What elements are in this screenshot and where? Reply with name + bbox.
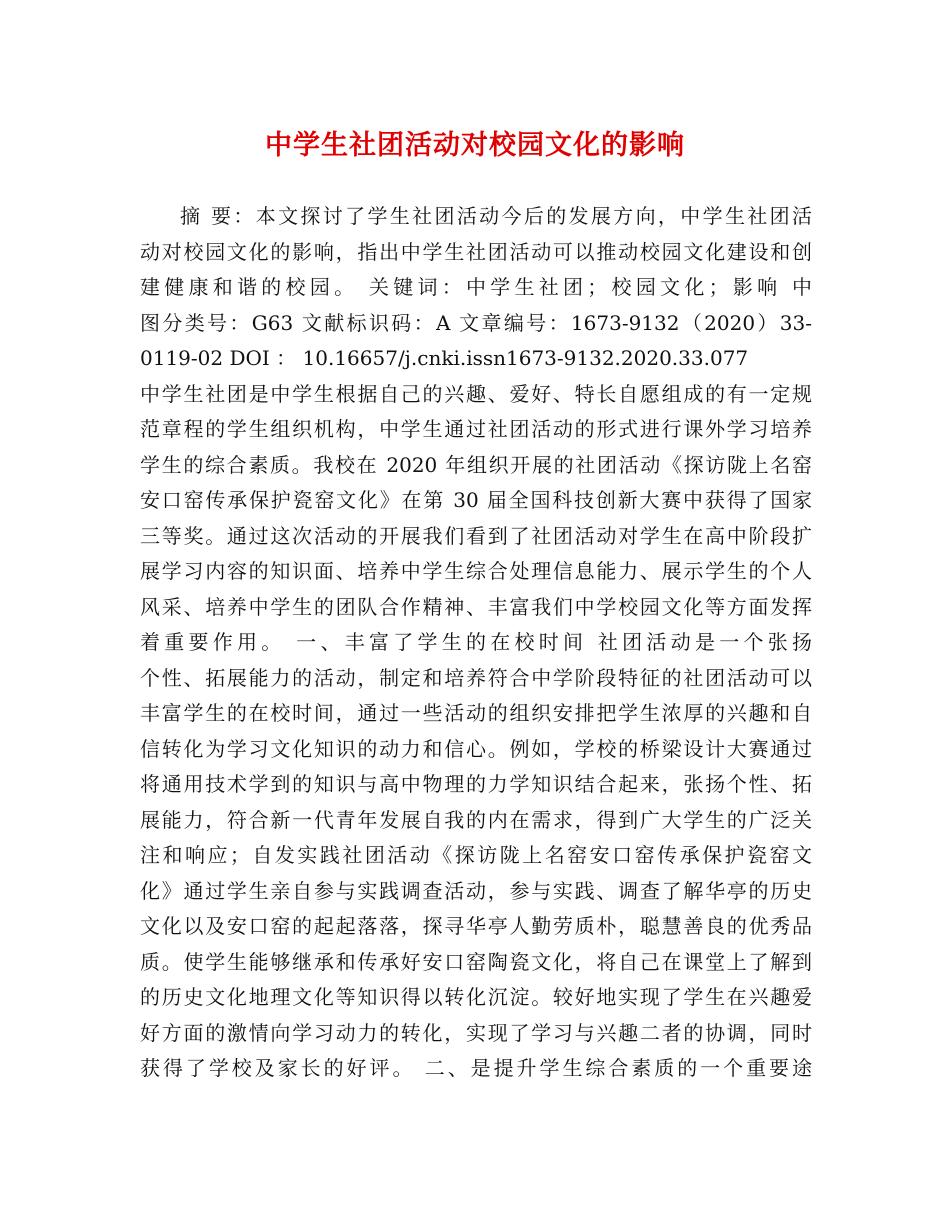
body-line: 三等奖。通过这次活动的开展我们看到了社团活动对学生在高中阶段扩 bbox=[140, 523, 812, 548]
body-line: 风采、培养中学生的团队合作精神、丰富我们中学校园文化等方面发挥 bbox=[140, 594, 812, 619]
body-line: 注和响应；自发实践社团活动《探访陇上名窑安口窑传承保护瓷窑文 bbox=[140, 843, 812, 867]
body-line: 的历史文化地理文化等知识得以转化沉淀。较好地实现了学生在兴趣爱 bbox=[140, 985, 812, 1009]
body-line: 安口窑传承保护瓷窑文化》在第 30 届全国科技创新大赛中获得了国家 bbox=[140, 488, 812, 512]
document-body bbox=[140, 199, 812, 1087]
body-line: 将通用技术学到的知识与高中物理的力学知识结合起来，张扬个性、拓 bbox=[140, 772, 812, 796]
body-line: 范章程的学生组织机构，中学生通过社团活动的形式进行课外学习培养 bbox=[140, 417, 812, 441]
body-line: 图分类号：G63 文献标识码：A 文章编号：1673-9132（2020）33- bbox=[140, 310, 812, 335]
document-title: 中学生社团活动对校园文化的影响 bbox=[265, 130, 685, 161]
body-line: 化》通过学生亲自参与实践调查活动，参与实践、调查了解华亭的历史 bbox=[140, 878, 812, 903]
body-line: 信转化为学习文化知识的动力和信心。例如，学校的桥梁设计大赛通过 bbox=[140, 736, 812, 761]
body-line: 动对校园文化的影响，指出中学生社团活动可以推动校园文化建设和创 bbox=[140, 239, 812, 264]
body-line: 个性、拓展能力的活动，制定和培养符合中学阶段特征的社团活动可以 bbox=[140, 665, 812, 690]
body-line: 建健康和谐的校园。 关键词：中学生社团；校园文化；影响 中 bbox=[140, 275, 812, 299]
body-line: 文化以及安口窑的起起落落，探寻华亭人勤劳质朴，聪慧善良的优秀品 bbox=[140, 914, 812, 938]
body-line: 学生的综合素质。我校在 2020 年组织开展的社团活动《探访陇上名窑 bbox=[140, 452, 812, 477]
body-line: 丰富学生的在校时间，通过一些活动的组织安排把学生浓厚的兴趣和自 bbox=[140, 701, 812, 725]
body-line: 中学生社团是中学生根据自己的兴趣、爱好、特长自愿组成的有一定规 bbox=[140, 381, 812, 406]
body-line: 获得了学校及家长的好评。 二、是提升学生综合素质的一个重要途 bbox=[140, 1056, 812, 1080]
body-line: 着重要作用。 一、丰富了学生的在校时间 社团活动是一个张扬 bbox=[140, 630, 812, 654]
body-line: 展学习内容的知识面、培养中学生综合处理信息能力、展示学生的个人 bbox=[140, 559, 812, 583]
body-line: 好方面的激情向学习动力的转化，实现了学习与兴趣二者的协调，同时 bbox=[140, 1020, 812, 1045]
body-line: 展能力，符合新一代青年发展自我的内在需求，得到广大学生的广泛关 bbox=[140, 807, 812, 832]
body-line: 0119-02 DOI ： 10.16657/j.cnki.issn1673-9132.2020.33.077 bbox=[140, 346, 749, 370]
body-line: 质。使学生能够继承和传承好安口窑陶瓷文化，将自己在课堂上了解到 bbox=[140, 949, 812, 974]
body-line: 摘 要：本文探讨了学生社团活动今后的发展方向，中学生社团活 bbox=[180, 204, 812, 228]
